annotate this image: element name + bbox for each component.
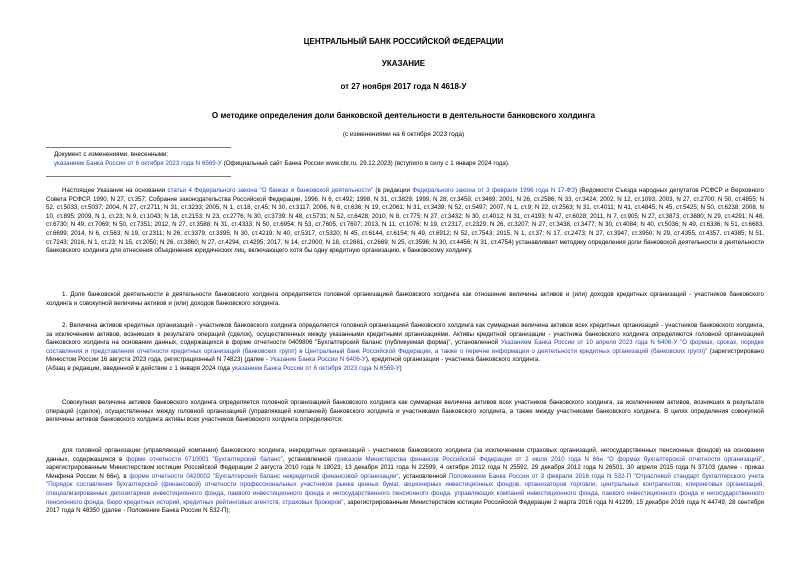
- law-article-link[interactable]: статьи 4 Федерального закона "О банках и банковской деятельности": [167, 187, 374, 194]
- paragraph-4: [46, 447, 764, 516]
- p2-text-2: (зарегистрировано Минюстом России 16 августа 2023 года, регистрационный N 74823) (далее -: [46, 347, 765, 364]
- p2-note-text: (Абзац в редакции, введенной в действие с 1 января 2024 года: [46, 364, 232, 372]
- regulation-532p-link[interactable]: Положением Банка России от 3 февраля 2016 года N 532-П "Отраслевой стандарт бухгалтерского учета "Порядок составления бухгалтерской (финансовой) отчетности профессиональных участников рынка ценных бумаг, акционерных инвестиционных фондов, организаторов торговли, центральных контрагентов, клиринговых организаций, специализированных депозитариев инвестиционного фонда, паевого инвестиционного фонда и негосударственного пенсионного фонда, управляющих компаний инвестиционного фонда, паевого инвестиционного фонда и негосударственного пенсионного фонда, бюро кредитных историй, кредитных рейтинговых агентств, страховых брокеров": [46, 472, 764, 506]
- p2-text-3: ), кредитной организации - участника банковского холдинга.: [365, 356, 541, 364]
- preamble-text-1: Настоящее Указание на основании: [62, 187, 168, 194]
- p2-text-1: 2. Величина активов кредитных организаций - участников банковского холдинга определяется головной организацией банковского холдинга как суммарная величина активов всех кредитных организаций - участников банковского холдинга, за исключением активов, возникших в результате операций (сделок), осуществленных между указанными кредитными организациями. Активы кредитной организации - участника банковского холдинга определяются головной организацией банковского холдинга на основании данных, содержащихся в форме отчетности 0409806 "Бухгалтерский баланс (публикуемая форма)", установленной: [46, 322, 764, 347]
- directive-6569-link[interactable]: указанием Банка России от 6 октября 2023 года N 6569-У: [231, 364, 400, 372]
- order-66n-link[interactable]: приказом Министерства финансов Российской Федерации от 2 июля 2010 года N 66н "О формах бухгалтерской отчетности организаций": [334, 455, 763, 463]
- doc-title: О методике определения доли банковской деятельности в деятельности банковского холдинга: [211, 111, 596, 120]
- p4-text-3: , зарегистрированным Министерством юстиции Российской Федерации 2 августа 2010 года N 18023, 13 декабря 2011 года N 22599, 4 октября 2012 года N 25592, 29 декабря 2012 года N 26501, 30 апреля 2015 года N 37103 (далее - приказ Минфина России N 66н), в: [46, 455, 765, 480]
- paragraph-3: Совокупная величина активов банковского холдинга определяется головной организацией банковского холдинга как суммарная величина активов всех участников банковского холдинга, за исключением активов, возникших в результате операций (сделок), осуществленных между головной организацией (управляющей компанией) банковского холдинга и участниками банковского холдинга, а также между участниками банковского холдинга. В целях определения совокупной величины активов банковского холдинга активы всех участников банковского холдинга определяются:: [46, 399, 764, 424]
- bank-name: ЦЕНТРАЛЬНЫЙ БАНК РОССИЙСКОЙ ФЕДЕРАЦИИ: [303, 37, 504, 46]
- divider-top: [46, 147, 231, 148]
- amendment-note: (с изменениями на 6 октября 2023 года): [342, 131, 465, 138]
- paragraph-1: 1. Доля банковской деятельности в деятельности банковского холдинга определяется головной организацией банковского холдинга как отношение величины активов и (или) доходов кредитных организаций - участников банковского холдинга и совокупной величины активов и (или) доходов банковского холдинга.: [46, 291, 764, 307]
- p4-text-4: , установленной: [398, 472, 449, 480]
- changes-block: [54, 151, 754, 168]
- directive-6406-short-link[interactable]: Указание Банка России N 6406-У: [269, 356, 366, 364]
- p4-text-5: , зарегистрированным Министерством юстиции Российской Федерации 2 марта 2016 года N 41299, 15 декабря 2016 года N 44749, 28 сентября 2017 года N 48350 (далее - Положение Банка России N 532-П);: [46, 498, 764, 515]
- preamble-paragraph: [46, 187, 764, 256]
- changes-tail: (Официальный сайт Банка России www.cbr.ru, 29.12.2023) (вступило в силу с 1 января 2024 года).: [221, 159, 510, 167]
- federal-law-link[interactable]: Федерального закона от 3 февраля 1996 года N 17-ФЗ: [412, 187, 575, 194]
- changes-link[interactable]: указанием Банка России от 6 октября 2023 года N 6569-У: [54, 159, 222, 167]
- form-0420002-link[interactable]: форме отчетности 0420002 "Бухгалтерский баланс некредитной финансовой организации": [129, 472, 399, 480]
- changes-intro: Документ с изменениями, внесенными:: [54, 151, 169, 158]
- doc-type: УКАЗАНИЕ: [381, 59, 426, 68]
- form-0710001-link[interactable]: форме отчетности 0710001 "Бухгалтерский баланс": [126, 455, 283, 463]
- preamble-text-2: (в редакции: [373, 187, 413, 194]
- directive-6406-link[interactable]: Указанием Банка России от 10 апреля 2023 года N 6406-У "О формах, сроках, порядке составления и представления отчетности кредитных организаций (банковских групп) в Центральный банк Российской Федерации, а также о перечне информации о деятельности кредитных организаций (банковских групп)": [46, 339, 764, 355]
- p4-text-2: , установленной: [282, 455, 335, 463]
- changes-line: [54, 160, 754, 169]
- doc-date-number: от 27 ноября 2017 года N 4618-У: [340, 82, 467, 91]
- preamble-text-3: ) (Ведомости Съезда народных депутатов РСФСР и Верховного Совета РСФСР, 1990, N 27, ст.357; Собрание законодательства Российской Федерации, 1996, N 6, ст.492; 1998, N 31, ст.3829; 1999, N 28, ст.3459, ст.3469; 2001, N 26, ст.2586; N 33, ст.3424; 2002, N 12, ст.1093; 2003, N 27, ст.2700; N 50, ст.4855; N 52, ст.5033, ст.5037; 2004, N 27, ст.2711; N 31, ст.3233; 2005, N 1, ст.18, ст.45; N 30, ст.3117; 2006, N 6, ст.636; N 19, ст.2061; N 31, ст.3439; N 52, ст.5497; 2007, N 1, ст.9; N 22, ст.2563; N 31, ст.4011; N 41, ст.4845; N 45, ст.5425; N 50, ст.6238; 2008, N 10, ст.895; 2009, N 1, ст.23; N 9, ст.1043; N 18, ст.2153; N 23, ст.2776; N 30, ст.3739; N 48, ст.5731; N 52, ст.6428; 2010, N 8, ст.775; N 27, ст.3432; N 30, ст.4012; N 31, ст.4193; N 47, ст.6028; 2011, N 7, ст.905; N 27, ст.3873, ст.3880; N 29, ст.4291; N 48, ст.6730; N 49, ст.7069; N 50, ст.7351; 2012, N 27, ст.3588; N 31, ст.4333; N 50, ст.6954; N 53, ст.7605, ст.7607; 2013, N 11, ст.1076; N 19, ст.2317, ст.2329; N 26, ст.3207; N 27, ст.3438, ст.3477; N 30, ст.4084; N 40, ст.5036; N 49, ст.6336; N 51, ст.6683, ст.6699; 2014, N 6, ст.563; N 19, ст.2311; N 26, ст.3379, ст.3395; N 30, ст.4219; N 40, ст.5317, ст.5320; N 45, ст.6144, ст.6154; N 49, ст.6912; N 52, ст.7543; 2015, N 1, ст.37; N 17, ст.2473; N 27, ст.3947, ст.3950; N 29, ст.4355, ст.4357, ст.4385; N 51, ст.7243; 2016, N 1, ст.23; N 15, ст.2050; N 26, ст.3860; N 27, ст.4294, ст.4295; 2017, N 14, ст.2000; N 18, ст.2661, ст.2669; N 25, ст.3596; N 30, ст.4456; N 31, ст.4754) устанавливает методику определения доли банковской деятельности в деятельности банковского холдинга для отнесения объединения юридических лиц, включающего хотя бы одну кредитную организацию, к банковскому холдингу.: [46, 187, 764, 255]
- p4-text-1: для головной организации (управляющей компании) банковского холдинга, некредитных организаций - участников банковского холдинга (за исключением страховых организаций, негосударственных пенсионных фондов) на основании данных, содержащихся в: [46, 447, 764, 463]
- divider-bottom: [46, 176, 231, 177]
- paragraph-2: [46, 322, 764, 374]
- p2-note-end: ): [399, 364, 402, 372]
